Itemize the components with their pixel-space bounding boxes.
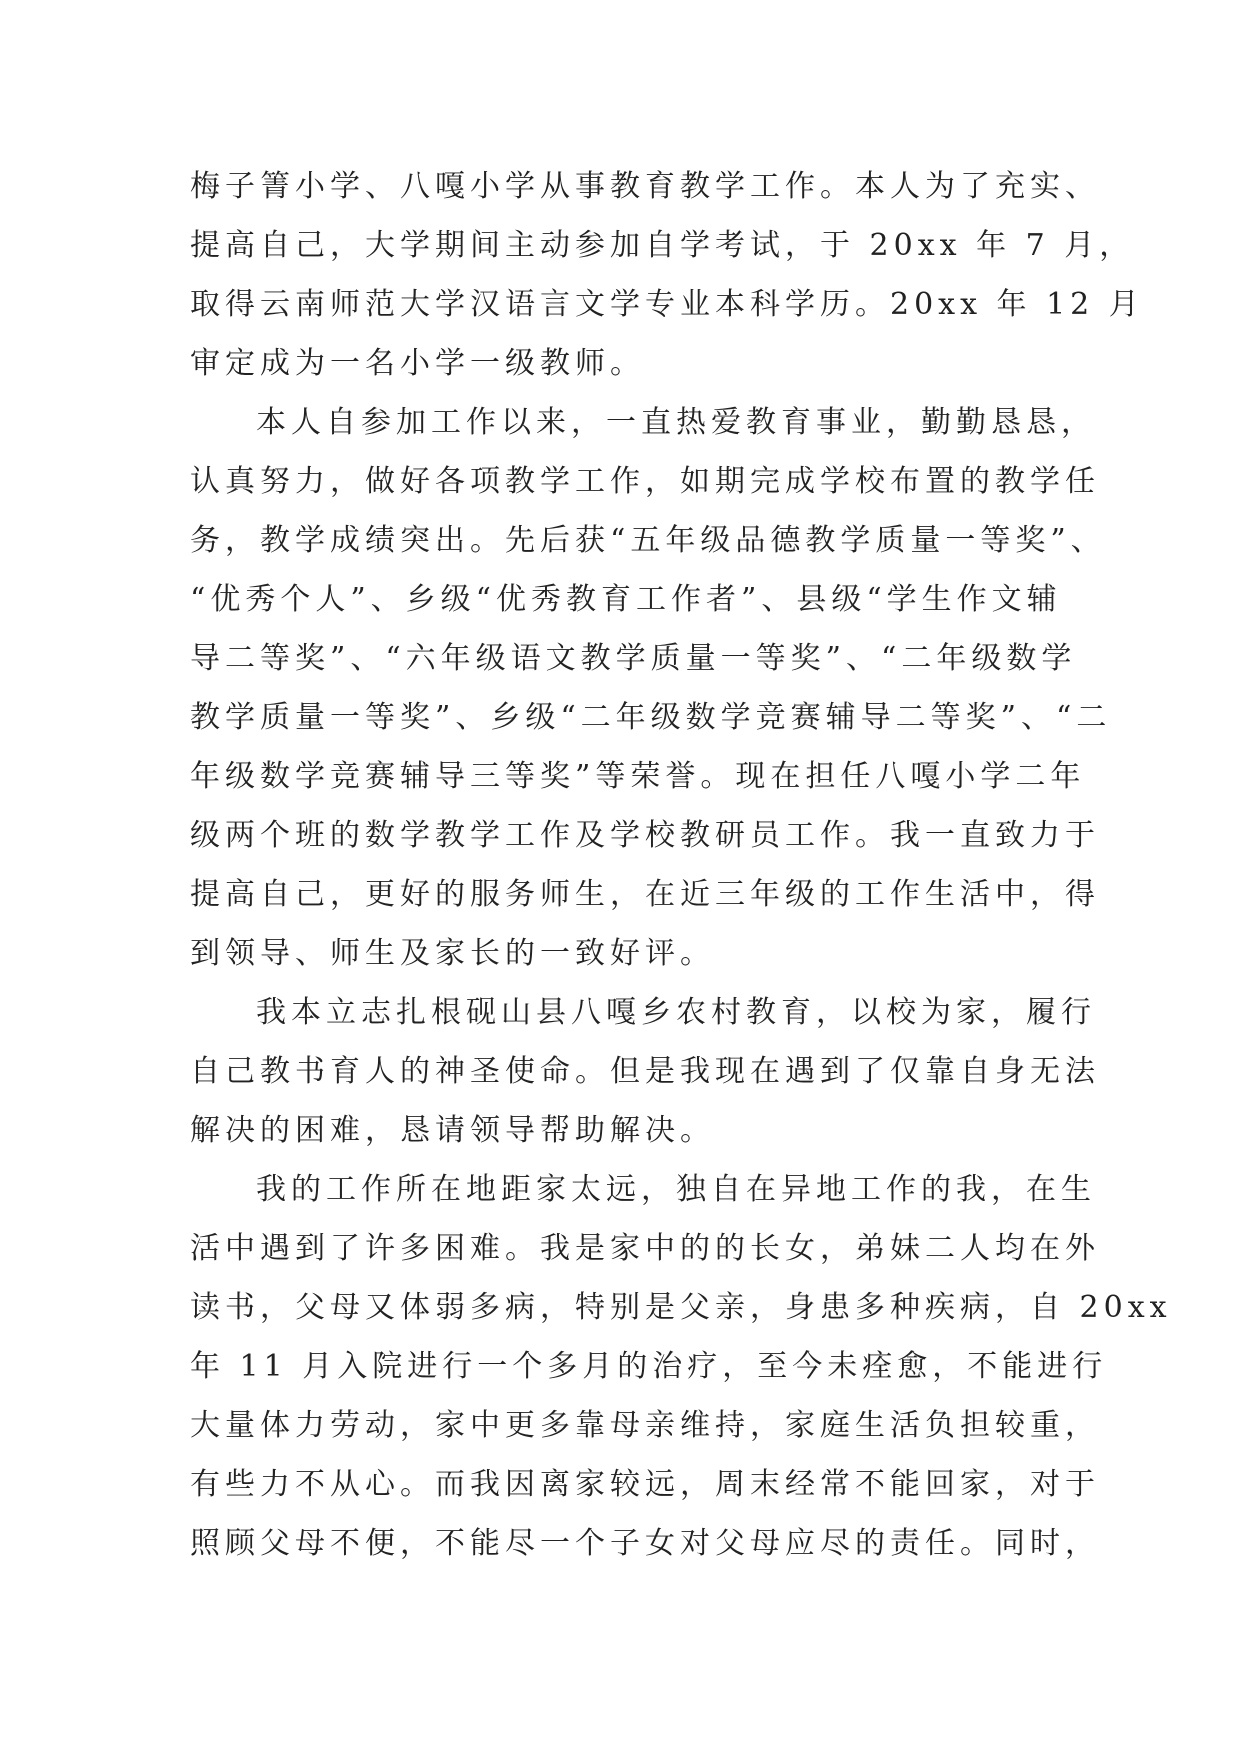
text-line: 活中遇到了许多困难。我是家中的的长女，弟妹二人均在外	[190, 1231, 1100, 1266]
text-line: 导二等奖”、“六年级语文教学质量一等奖”、“二年级数学	[190, 641, 1077, 676]
text-line: 照顾父母不便，不能尽一个子女对父母应尽的责任。同时，	[190, 1526, 1100, 1561]
document-body	[190, 157, 1172, 1573]
text-line: 大量体力劳动，家中更多靠母亲维持，家庭生活负担较重，	[190, 1408, 1100, 1443]
text-line: 取得云南师范大学汉语言文学专业本科学历。20xx 年 12 月	[190, 287, 1144, 322]
text-line: 认真努力，做好各项教学工作，如期完成学校布置的教学任	[190, 464, 1100, 499]
paragraph-start-line: 我本立志扎根砚山县八嘎乡农村教育，以校为家，履行	[256, 995, 1096, 1030]
text-line: 提高自己，更好的服务师生，在近三年级的工作生活中，得	[190, 877, 1100, 912]
text-line: 梅子箐小学、八嘎小学从事教育教学工作。本人为了充实、	[190, 169, 1100, 204]
text-line: 读书，父母又体弱多病，特别是父亲，身患多种疾病，自 20xx	[190, 1290, 1172, 1325]
text-line: 教学质量一等奖”、乡级“二年级数学竞赛辅导二等奖”、“二	[190, 700, 1112, 735]
text-line: 提高自己，大学期间主动参加自学考试，于 20xx 年 7 月，	[190, 228, 1135, 263]
text-line: 年级数学竞赛辅导三等奖”等荣誉。现在担任八嘎小学二年	[190, 759, 1086, 794]
text-line: 审定成为一名小学一级教师。	[190, 346, 645, 381]
text-line: 自己教书育人的神圣使命。但是我现在遇到了仅靠自身无法	[190, 1054, 1100, 1089]
paragraph-start-line: 我的工作所在地距家太远，独自在异地工作的我，在生	[256, 1172, 1096, 1207]
text-line: 到领导、师生及家长的一致好评。	[190, 936, 715, 971]
text-line: 级两个班的数学教学工作及学校教研员工作。我一直致力于	[190, 818, 1100, 853]
text-line: 务，教学成绩突出。先后获“五年级品德教学质量一等奖”、	[190, 523, 1106, 558]
text-line: 年 11 月入院进行一个多月的治疗，至今未痊愈，不能进行	[190, 1349, 1108, 1384]
text-line: 解决的困难，恳请领导帮助解决。	[190, 1113, 715, 1148]
paragraph-start-line: 本人自参加工作以来，一直热爱教育事业，勤勤恳恳，	[256, 405, 1096, 440]
text-line: 有些力不从心。而我因离家较远，周末经常不能回家，对于	[190, 1467, 1100, 1502]
text-line: “优秀个人”、乡级“优秀教育工作者”、县级“学生作文辅	[190, 582, 1062, 617]
